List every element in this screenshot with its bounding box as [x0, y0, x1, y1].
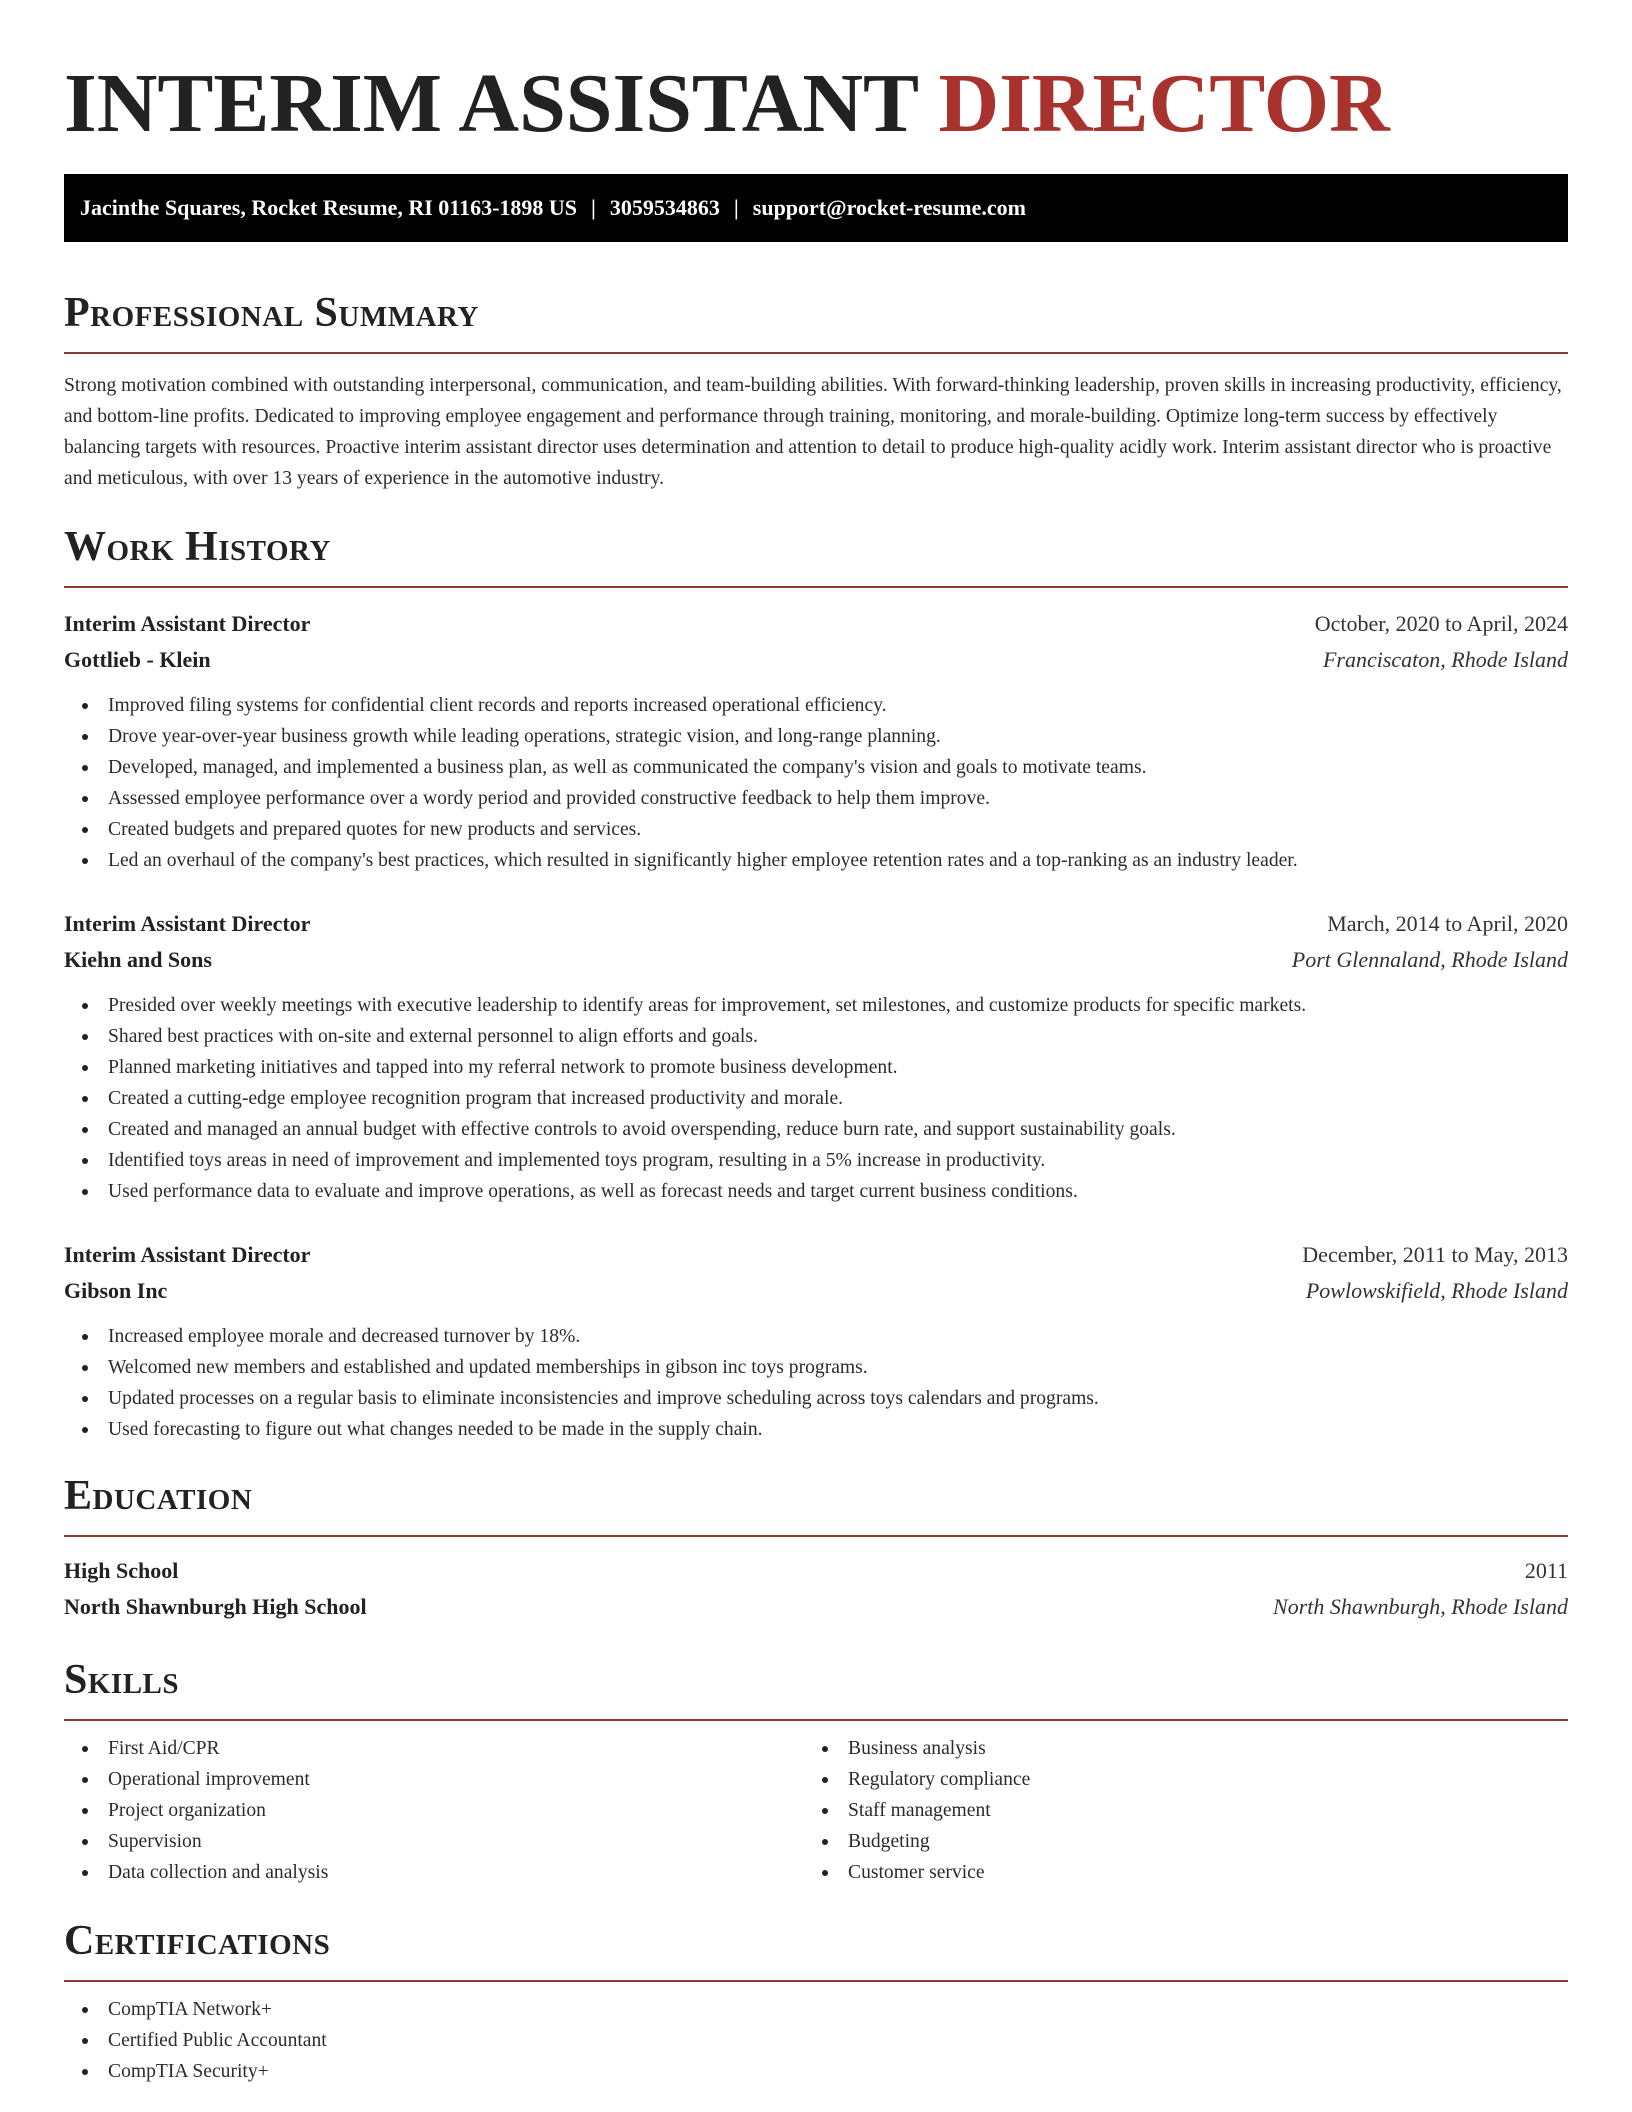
- list-item: Assessed employee performance over a wordy period and provided constructive feedback to help them improve.: [108, 783, 1568, 814]
- contact-bar: [64, 174, 1568, 242]
- skills-column-left: [64, 1733, 804, 1888]
- title-main: INTERIM ASSISTANT: [64, 57, 918, 150]
- list-item: Used forecasting to figure out what changes needed to be made in the supply chain.: [108, 1414, 1568, 1445]
- education-location: North Shawnburgh, Rhode Island: [1273, 1594, 1568, 1619]
- resume-title: [64, 0, 1568, 154]
- job-entry: [64, 606, 1568, 876]
- contact-separator: |: [591, 195, 596, 220]
- job-dates: October, 2020 to April, 2024: [1314, 611, 1568, 636]
- list-item: CompTIA Network+: [108, 1994, 1568, 2025]
- list-item: Customer service: [848, 1857, 1544, 1888]
- job-location: Powlowskifield, Rhode Island: [1305, 1278, 1568, 1303]
- list-item: Increased employee morale and decreased turnover by 18%.: [108, 1321, 1568, 1352]
- education-entry: [64, 1553, 1568, 1625]
- list-item: Staff management: [848, 1795, 1544, 1826]
- job-title: Interim Assistant Director: [64, 611, 311, 636]
- job-company-row: [64, 942, 1568, 978]
- job-entry: [64, 906, 1568, 1207]
- job-company: Gottlieb - Klein: [64, 647, 211, 672]
- job-dates: March, 2014 to April, 2020: [1327, 911, 1568, 936]
- section-divider: [64, 1535, 1568, 1537]
- list-item: Supervision: [108, 1826, 804, 1857]
- title-accent: DIRECTOR: [938, 57, 1390, 150]
- list-item: Used performance data to evaluate and improve operations, as well as forecast needs and target current business conditions.: [108, 1176, 1568, 1207]
- skills-list: [804, 1733, 1544, 1888]
- list-item: Budgeting: [848, 1826, 1544, 1857]
- education-degree: High School: [64, 1558, 179, 1583]
- skills-list: [64, 1733, 804, 1888]
- section-heading-summary: Professional Summary: [64, 290, 479, 336]
- job-entry: [64, 1237, 1568, 1445]
- section-divider: [64, 586, 1568, 588]
- contact-email[interactable]: support@rocket-resume.com: [752, 195, 1026, 220]
- section-heading-work-history: Work History: [64, 524, 331, 570]
- list-item: Shared best practices with on-site and external personnel to align efforts and goals.: [108, 1021, 1568, 1052]
- skills-section: [64, 1653, 1568, 1888]
- list-item: Led an overhaul of the company's best practices, which resulted in significantly higher employee retention rates and a top-ranking as an industry leader.: [108, 845, 1568, 876]
- education-year: 2011: [1524, 1558, 1568, 1583]
- list-item: Welcomed new members and established and updated memberships in gibson inc toys programs.: [108, 1352, 1568, 1383]
- list-item: Presided over weekly meetings with executive leadership to identify areas for improvement, set milestones, and customize products for specific markets.: [108, 990, 1568, 1021]
- list-item: Developed, managed, and implemented a business plan, as well as communicated the company's vision and goals to motivate teams.: [108, 752, 1568, 783]
- education-section: [64, 1469, 1568, 1625]
- certifications-section: [64, 1914, 1568, 2087]
- job-bullets: [64, 990, 1568, 1207]
- education-school-row: [64, 1589, 1568, 1625]
- contact-address: Jacinthe Squares, Rocket Resume, RI 01163-1898 US: [80, 195, 578, 220]
- list-item: Regulatory compliance: [848, 1764, 1544, 1795]
- job-bullets: [64, 1321, 1568, 1445]
- section-divider: [64, 1719, 1568, 1721]
- list-item: Data collection and analysis: [108, 1857, 804, 1888]
- list-item: Improved filing systems for confidential client records and reports increased operational efficiency.: [108, 690, 1568, 721]
- job-title: Interim Assistant Director: [64, 1242, 311, 1267]
- job-dates: December, 2011 to May, 2013: [1302, 1242, 1568, 1267]
- contact-phone[interactable]: 3059534863: [609, 195, 720, 220]
- work-history-section: [64, 520, 1568, 1445]
- section-heading-skills: Skills: [64, 1657, 180, 1703]
- list-item: Operational improvement: [108, 1764, 804, 1795]
- section-heading-certifications: Certifications: [64, 1918, 331, 1964]
- summary-section: [64, 286, 1568, 494]
- education-school: North Shawnburgh High School: [64, 1594, 367, 1619]
- section-divider: [64, 352, 1568, 354]
- job-bullets: [64, 690, 1568, 876]
- list-item: Drove year-over-year business growth while leading operations, strategic vision, and long-range planning.: [108, 721, 1568, 752]
- summary-text: Strong motivation combined with outstanding interpersonal, communication, and team-building abilities. With forward-thinking leadership, proven skills in increasing productivity, efficiency, and bottom-line profits. Dedicated to improving employee engagement and performance through training, monitoring, and morale-building. Optimize long-term success by effectively balancing targets with resources. Proactive interim assistant director uses determination and attention to detail to produce high-quality acidly work. Interim assistant director who is proactive and meticulous, with over 13 years of experience in the automotive industry.: [64, 375, 1562, 489]
- section-heading-education: Education: [64, 1473, 253, 1519]
- skills-column-right: [804, 1733, 1544, 1888]
- list-item: First Aid/CPR: [108, 1733, 804, 1764]
- list-item: Identified toys areas in need of improvement and implemented toys program, resulting in a 5% increase in productivity.: [108, 1145, 1568, 1176]
- job-header-row: [64, 906, 1568, 942]
- list-item: CompTIA Security+: [108, 2056, 1568, 2087]
- list-item: Business analysis: [848, 1733, 1544, 1764]
- job-title: Interim Assistant Director: [64, 911, 311, 936]
- list-item: Created and managed an annual budget with effective controls to avoid overspending, reduce burn rate, and support sustainability goals.: [108, 1114, 1568, 1145]
- section-divider: [64, 1980, 1568, 1982]
- job-company: Gibson Inc: [64, 1278, 168, 1303]
- job-header-row: [64, 606, 1568, 642]
- list-item: Planned marketing initiatives and tapped into my referral network to promote business development.: [108, 1052, 1568, 1083]
- job-location: Franciscaton, Rhode Island: [1322, 647, 1568, 672]
- job-company-row: [64, 1273, 1568, 1309]
- list-item: Created budgets and prepared quotes for new products and services.: [108, 814, 1568, 845]
- certifications-list: [64, 1994, 1568, 2087]
- job-header-row: [64, 1237, 1568, 1273]
- job-company-row: [64, 642, 1568, 678]
- job-location: Port Glennaland, Rhode Island: [1291, 947, 1568, 972]
- job-company: Kiehn and Sons: [64, 947, 212, 972]
- education-header-row: [64, 1553, 1568, 1589]
- list-item: Certified Public Accountant: [108, 2025, 1568, 2056]
- contact-separator: |: [733, 195, 739, 220]
- list-item: Project organization: [108, 1795, 804, 1826]
- list-item: Updated processes on a regular basis to eliminate inconsistencies and improve scheduling across toys calendars and programs.: [108, 1383, 1568, 1414]
- list-item: Created a cutting-edge employee recognition program that increased productivity and morale.: [108, 1083, 1568, 1114]
- skills-grid: [64, 1733, 1568, 1888]
